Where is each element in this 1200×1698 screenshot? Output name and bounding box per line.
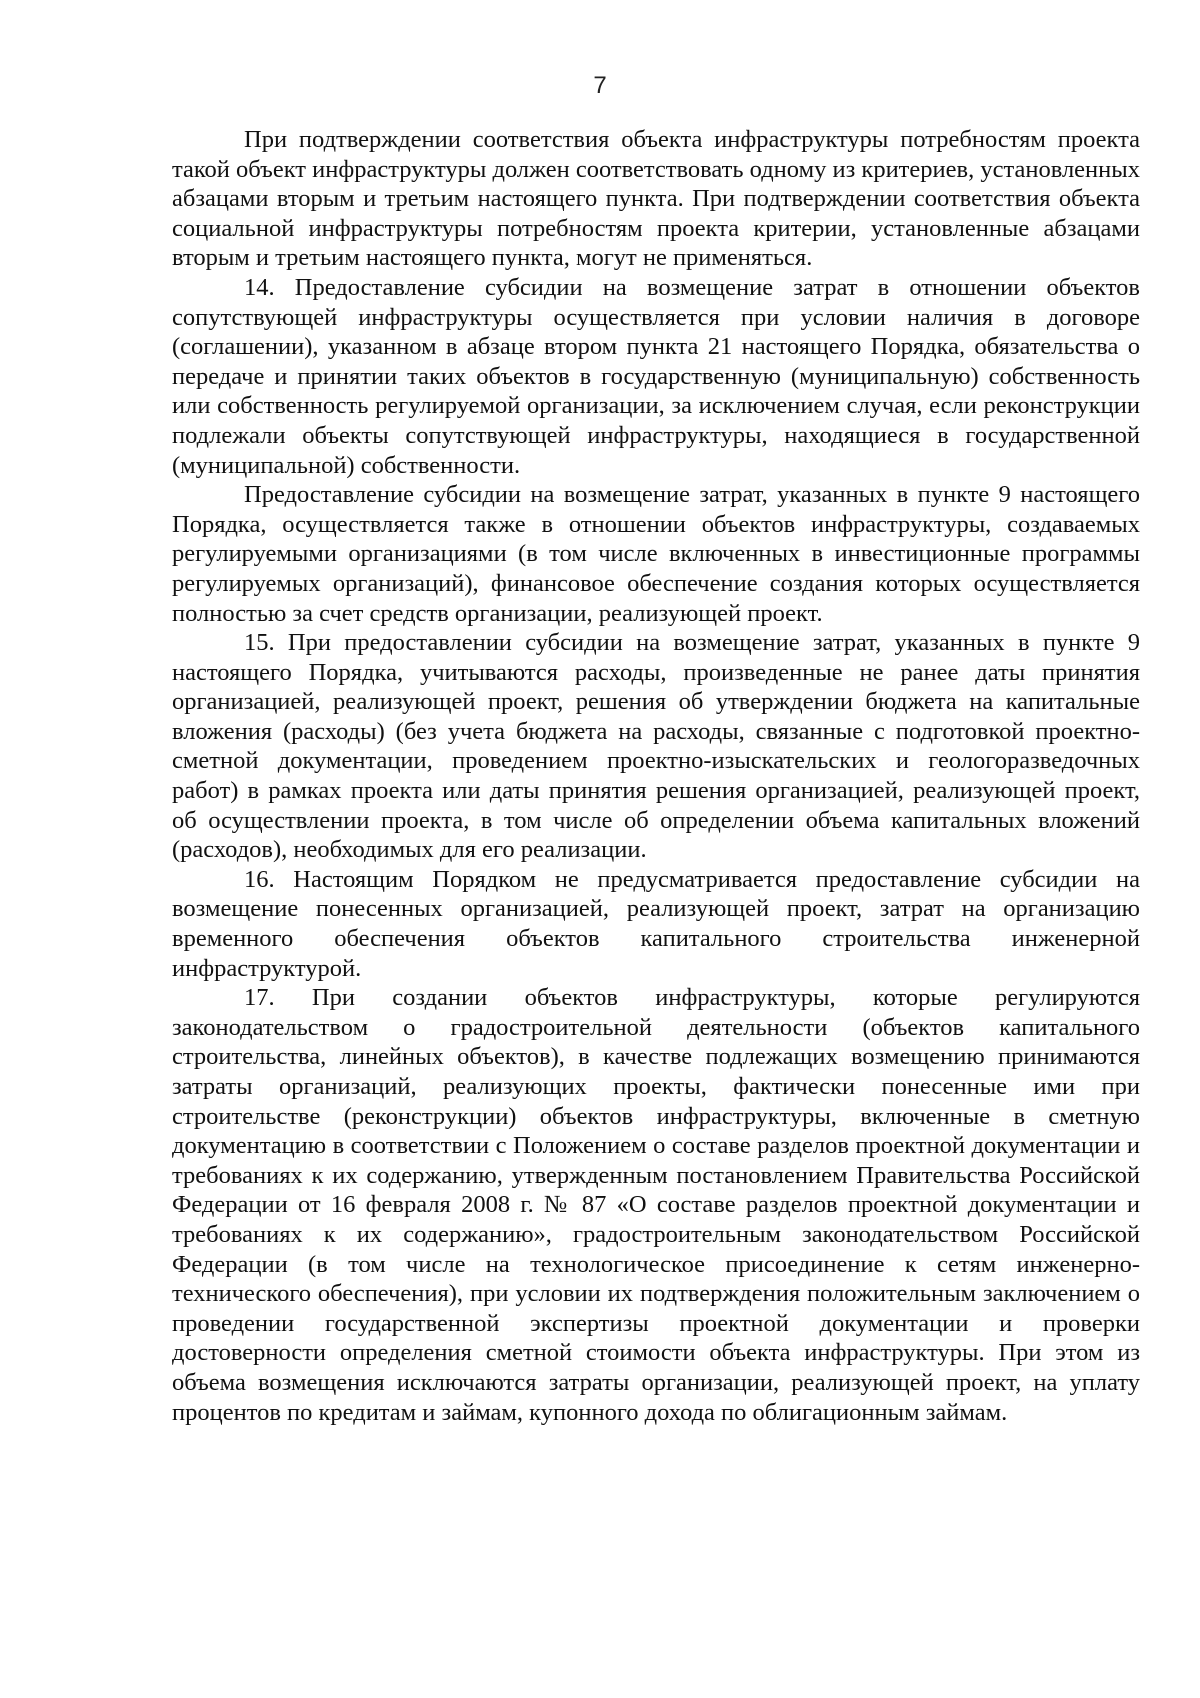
document-body: [172, 125, 1140, 1427]
paragraph-clause-17: 17. При создании объектов инфраструктуры, которые регулируются законодательством о градостроительной деятельности (объектов капитального строительства, линейных объектов), в качестве подлежащих возмещению принимаются затраты организаций, реализующих проекты, фактически понесенные ими при строительстве (реконструкции) объектов инфраструктуры, включенные в сметную документацию в соответствии с Положением о составе разделов проектной документации и требованиях к их содержанию, утвержденным постановлением Правительства Российской Федерации от 16 февраля 2008 г. № 87 «О составе разделов проектной документации и требованиях к их содержанию», градостроительным законодательством Российской Федерации (в том числе на технологическое присоединение к сетям инженерно-технического обеспечения), при условии их подтверждения положительным заключением о проведении государственной экспертизы проектной документации и проверки достоверности определения сметной стоимости объекта инфраструктуры. При этом из объема возмещения исключаются затраты организации, реализующей проект, на уплату процентов по кредитам и займам, купонного дохода по облигационным займам.: [172, 984, 1140, 1426]
paragraph-clause-14-cont: Предоставление субсидии на возмещение затрат, указанных в пункте 9 настоящего Порядка, осуществляется также в отношении объектов инфраструктуры, создаваемых регулируемыми организациями (в том числе включенных в инвестиционные программы регулируемых организаций), финансовое обеспечение создания которых осуществляется полностью за счет средств организации, реализующей проект.: [172, 481, 1140, 627]
page-number: 7: [593, 72, 607, 99]
paragraph-clause-14: 14. Предоставление субсидии на возмещение затрат в отношении объектов сопутствующей инфраструктуры осуществляется при условии наличия в договоре (соглашении), указанном в абзаце втором пункта 21 настоящего Порядка, обязательства о передаче и принятии таких объектов в государственную (муниципальную) собственность или собственность регулируемой организации, за исключением случая, если реконструкции подлежали объекты сопутствующей инфраструктуры, находящиеся в государственной (муниципальной) собственности.: [172, 273, 1140, 479]
paragraph-criteria: При подтверждении соответствия объекта инфраструктуры потребностям проекта такой объект инфраструктуры должен соответствовать одному из критериев, установленных абзацами вторым и третьим настоящего пункта. При подтверждении соответствия объекта социальной инфраструктуры потребностям проекта критерии, установленные абзацами вторым и третьим настоящего пункта, могут не применяться.: [172, 126, 1140, 272]
paragraph-clause-16: 16. Настоящим Порядком не предусматривается предоставление субсидии на возмещение понесенных организацией, реализующей проект, затрат на организацию временного обеспечения объектов капитального строительства инженерной инфраструктурой.: [172, 865, 1140, 982]
paragraph-clause-15: 15. При предоставлении субсидии на возмещение затрат, указанных в пункте 9 настоящего Порядка, учитываются расходы, произведенные не ранее даты принятия организацией, реализующей проект, решения об утверждении бюджета на капитальные вложения (расходы) (без учета бюджета на расходы, связанные с подготовкой проектно-сметной документации, проведением проектно-изыскательских и геологоразведочных работ) в рамках проекта или даты принятия решения организацией, реализующей проект, об осуществлении проекта, в том числе об определении объема капитальных вложений (расходов), необходимых для его реализации.: [172, 629, 1140, 864]
